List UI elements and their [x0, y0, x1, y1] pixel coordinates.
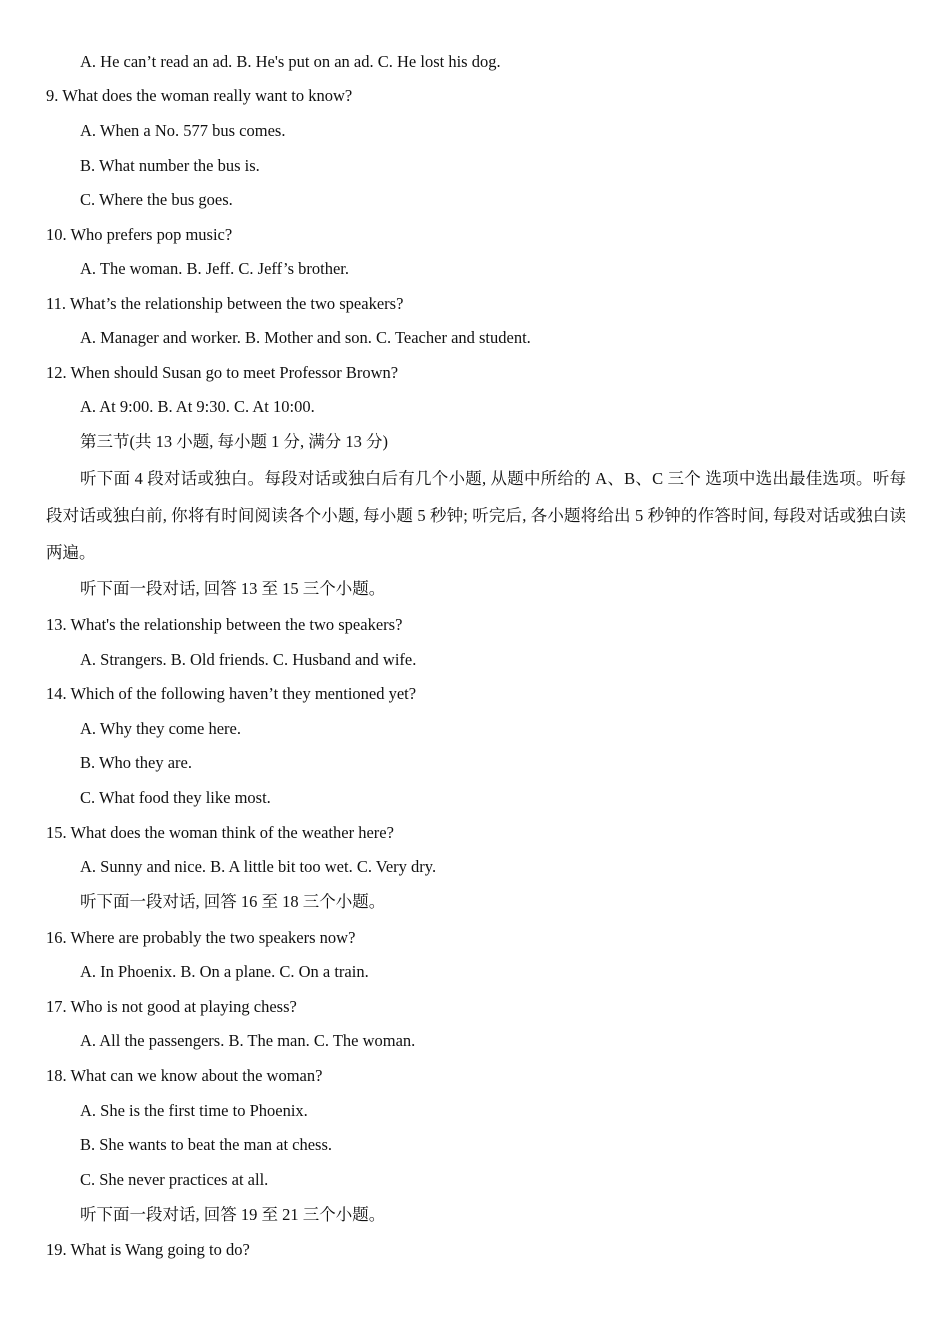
q14-option-c: C. What food they like most. [80, 788, 271, 807]
q10-options: A. The woman. B. Jeff. C. Jeff’s brother. [80, 259, 350, 278]
q11-question: 11. What’s the relationship between the two speakers? [46, 294, 404, 313]
q12-options: A. At 9:00. B. At 9:30. C. At 10:00. [80, 397, 315, 416]
q18-question: 18. What can we know about the woman? [46, 1066, 323, 1085]
q19-question: 19. What is Wang going to do? [46, 1240, 250, 1259]
q13-question: 13. What's the relationship between the two speakers? [46, 615, 403, 634]
q10-question: 10. Who prefers pop music? [46, 225, 233, 244]
q9-option-c: C. Where the bus goes. [80, 190, 233, 209]
q18-option-b: B. She wants to beat the man at chess. [80, 1135, 333, 1154]
dialogue-instruction-13-15: 听下面一段对话, 回答 13 至 15 三个小题。 [80, 579, 386, 598]
q9-question: 9. What does the woman really want to know? [46, 86, 353, 105]
q17-options: A. All the passengers. B. The man. C. The woman. [80, 1031, 416, 1050]
q16-question: 16. Where are probably the two speakers now? [46, 928, 356, 947]
q15-options: A. Sunny and nice. B. A little bit too wet. C. Very dry. [80, 857, 437, 876]
q9-option-b: B. What number the bus is. [80, 156, 260, 175]
q9-option-a: A. When a No. 577 bus comes. [80, 121, 286, 140]
dialogue-instruction-16-18: 听下面一段对话, 回答 16 至 18 三个小题。 [80, 892, 386, 911]
q8-options: A. He can’t read an ad. B. He's put on an ad. C. He lost his dog. [80, 52, 501, 71]
q13-options: A. Strangers. B. Old friends. C. Husband and wife. [80, 650, 417, 669]
q18-option-c: C. She never practices at all. [80, 1170, 269, 1189]
q15-question: 15. What does the woman think of the weather here? [46, 823, 394, 842]
q18-option-a: A. She is the first time to Phoenix. [80, 1101, 308, 1120]
q14-option-b: B. Who they are. [80, 753, 192, 772]
q14-question: 14. Which of the following haven’t they mentioned yet? [46, 684, 417, 703]
q14-option-a: A. Why they come here. [80, 719, 241, 738]
dialogue-instruction-19-21: 听下面一段对话, 回答 19 至 21 三个小题。 [80, 1205, 386, 1224]
q11-options: A. Manager and worker. B. Mother and son. C. Teacher and student. [80, 328, 531, 347]
section-3-heading: 第三节(共 13 小题, 每小题 1 分, 满分 13 分) [80, 432, 388, 451]
q16-options: A. In Phoenix. B. On a plane. C. On a train. [80, 962, 369, 981]
q17-question: 17. Who is not good at playing chess? [46, 997, 297, 1016]
section-3-instructions: 听下面 4 段对话或独白。每段对话或独白后有几个小题, 从题中所给的 A、B、C 三个 选项中选出最佳选项。听每段对话或独白前, 你将有时间阅读各个小题, 每小题 5 秒钟; 听完后, 各小题将给出 5 秒钟的作答时间, 每段对话或独白读两遍。 [46, 469, 906, 562]
q12-question: 12. When should Susan go to meet Professor Brown? [46, 363, 399, 382]
